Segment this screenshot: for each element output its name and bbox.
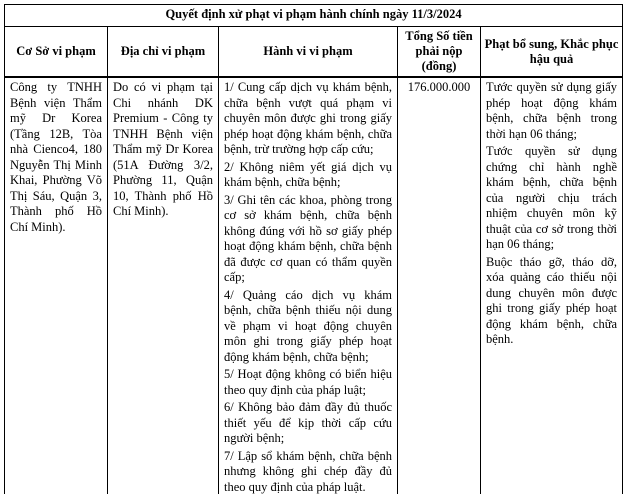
violation-item: 6/ Không bảo đảm đầy đủ thuốc thiết yếu để kịp thời cấp cứu người bệnh; (224, 400, 392, 445)
amount-cell: 176.000.000 (398, 77, 481, 494)
column-header-penalties: Phạt bổ sung, Khắc phục hậu quả (481, 27, 623, 78)
penalty-item: Tước quyền sử dụng giấy phép hoạt động khám bệnh, chữa bệnh trong thời hạn 06 tháng; (486, 80, 618, 141)
address-cell: Do có vi phạm tại Chi nhánh DK Premium - Công ty TNHH Bệnh viện Thẩm mỹ Dr Korea (51A Đường 3/2, Phường 11, Quận 10, Thành phố Hồ Chí Minh). (108, 77, 219, 494)
sanction-table (4, 4, 623, 494)
table-row (5, 77, 623, 494)
column-header-facility: Cơ Sở vi phạm (5, 27, 108, 78)
violation-item: 7/ Lập sổ khám bệnh, chữa bệnh nhưng không ghi chép đầy đủ theo quy định của pháp luật. (224, 448, 392, 494)
violation-item: 5/ Hoạt động không có biển hiệu theo quy định của pháp luật; (224, 367, 392, 397)
violation-item: 3/ Ghi tên các khoa, phòng trong cơ sở khám bệnh, chữa bệnh không đúng với hồ sơ giấy phép hoạt động khám bệnh, chữa bệnh đã được cơ quan có thẩm quyền cấp; (224, 192, 392, 284)
violation-item: 2/ Không niêm yết giá dịch vụ khám bệnh, chữa bệnh; (224, 159, 392, 189)
column-header-address: Địa chỉ vi phạm (108, 27, 219, 78)
column-header-violations: Hành vi vi phạm (219, 27, 398, 78)
penalty-item: Tước quyền sử dụng chứng chỉ hành nghề khám bệnh, chữa bệnh của người chịu trách nhiệm chuyên môn kỹ thuật của cơ sở trong thời hạn 06 tháng; (486, 144, 618, 251)
table-title: Quyết định xử phạt vi phạm hành chính ngày 11/3/2024 (5, 5, 623, 27)
header-row (5, 27, 623, 78)
penalty-item: Buộc tháo gỡ, tháo dỡ, xóa quảng cáo thiếu nội dung chuyên môn được ghi trong giấy phép hoạt động khám bệnh, chữa bệnh. (486, 254, 618, 346)
violation-item: 1/ Cung cấp dịch vụ khám bệnh, chữa bệnh vượt quá phạm vi chuyên môn được ghi trong giấy phép hoạt động khám bệnh, chữa bệnh, trừ trường hợp cấp cứu; (224, 80, 392, 156)
violation-item: 4/ Quảng cáo dịch vụ khám bệnh, chữa bệnh thiếu nội dung về phạm vi hoạt động chuyên môn ghi trong giấy phép hoạt động khám bệnh, chữa bệnh; (224, 287, 392, 364)
facility-cell: Công ty TNHH Bệnh viện Thẩm mỹ Dr Korea (Tầng 12B, Tòa nhà Cienco4, 180 Nguyễn Thị Minh Khai, Phường Võ Thị Sáu, Quận 3, Thành phố Hồ Chí Minh). (5, 77, 108, 494)
title-row (5, 5, 623, 27)
violations-cell (219, 77, 398, 494)
penalties-cell (481, 77, 623, 494)
column-header-amount: Tổng Số tiền phải nộp (đồng) (398, 27, 481, 78)
